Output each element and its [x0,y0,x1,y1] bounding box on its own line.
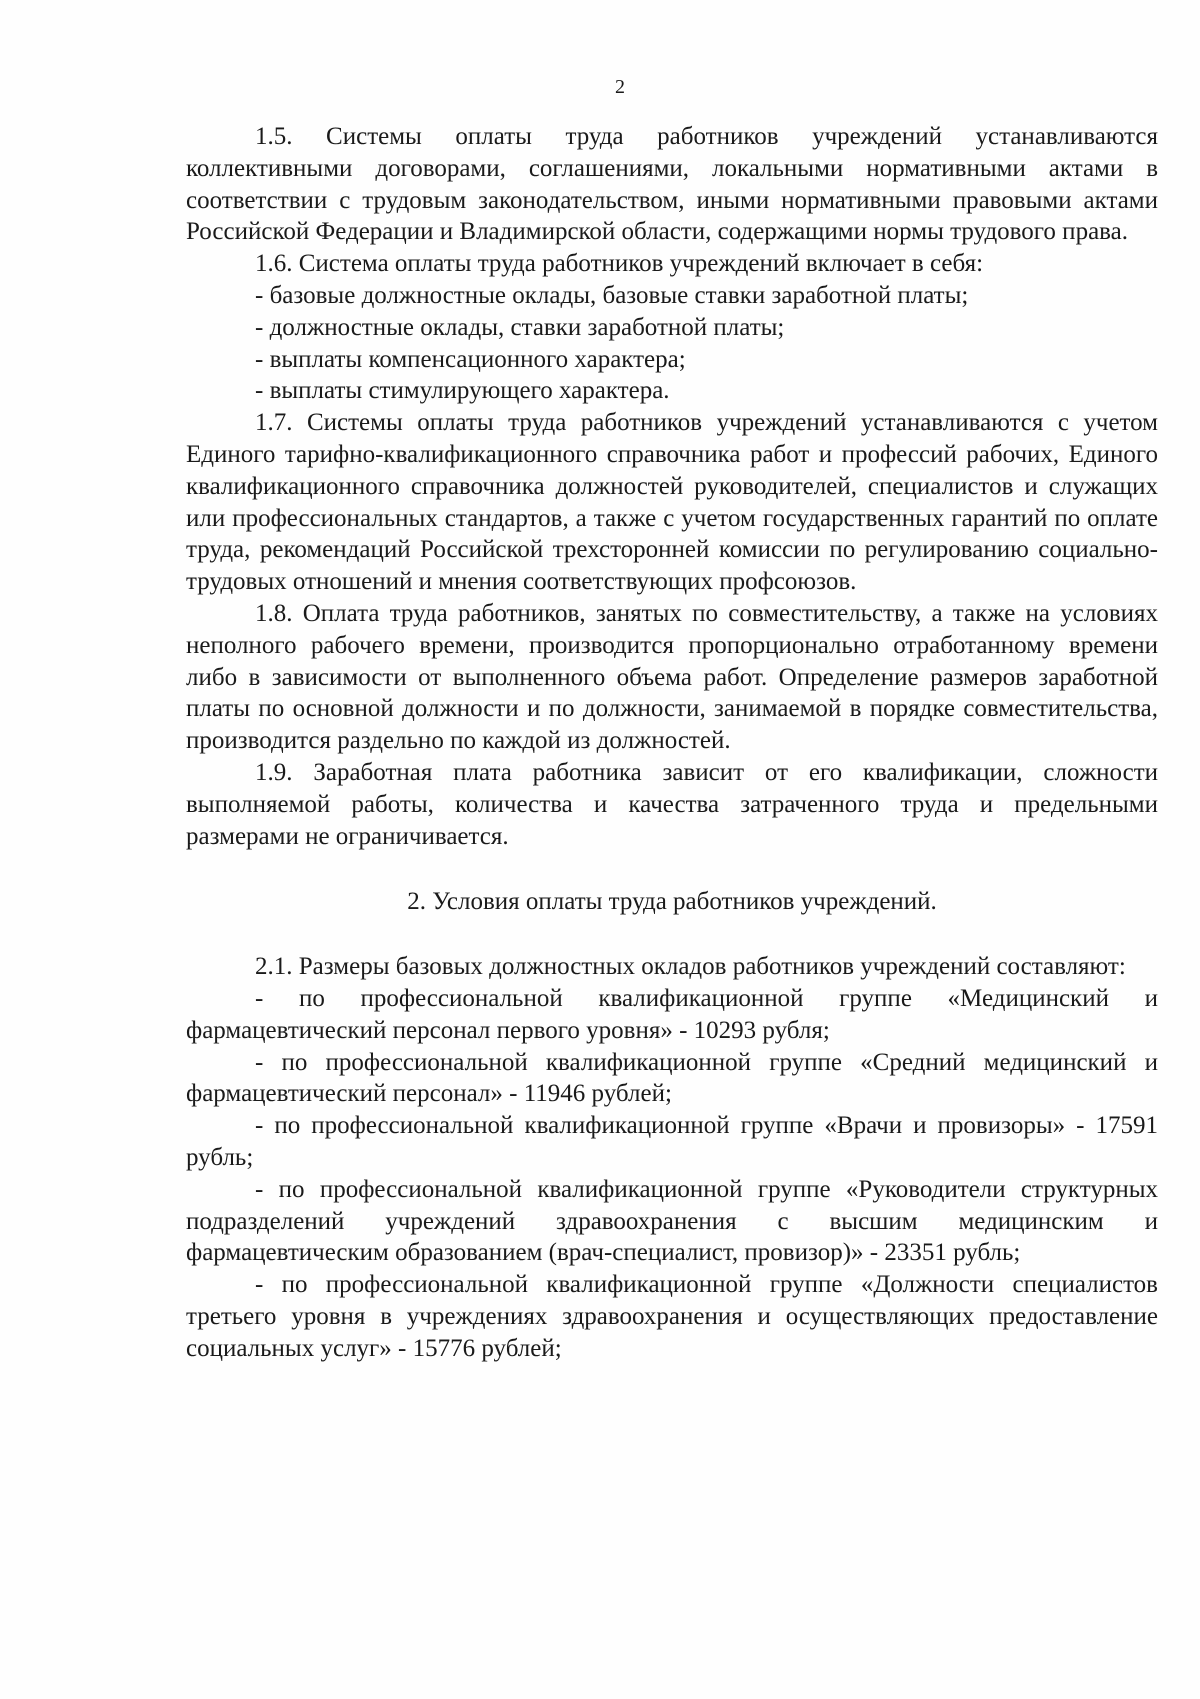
salary-item: - по профессиональной квалификационной группе «Врачи и провизоры» - 17591 рубль; [186,1112,1158,1171]
document-body [186,121,1158,1364]
salary-item: - по профессиональной квалификационной группе «Средний медицинский и фармацевтический персонал» - 11946 рублей; [186,1048,1158,1108]
paragraph-1-6: 1.6. Система оплаты труда работников учреждений включает в себя: [255,250,984,278]
salary-item: - по профессиональной квалификационной группе «Должности специалистов третьего уровня в учреждениях здравоохранения и осуществляющих предоставление социальных услуг» - 15776 рублей; [186,1271,1158,1362]
salary-item: - по профессиональной квалификационной группе «Руководители структурных подразделений учреждений здравоохранения с высшим медицинским и фармацевтическим образованием (врач-специалист, провизор)» - 23351 рубль; [186,1175,1158,1267]
list-item: - должностные оклады, ставки заработной платы; [255,313,785,341]
page-number: 2 [615,76,625,98]
paragraph-1-8: 1.8. Оплата труда работников, занятых по совместительству, а также на условиях неполного рабочего времени, производится пропорционально отработанному времени либо в зависимости от выполненного объема работ. Определение размеров заработной платы по основной должности и по должности, занимаемой в порядке совместительства, производится раздельно по каждой из должностей. [186,599,1158,755]
section-2-heading: 2. Условия оплаты труда работников учреждений. [407,888,937,916]
salary-item: - по профессиональной квалификационной группе «Медицинский и фармацевтический персонал первого уровня» - 10293 рубля; [186,984,1158,1044]
list-item: - базовые должностные оклады, базовые ставки заработной платы; [255,281,969,309]
list-item: - выплаты компенсационного характера; [255,345,686,373]
paragraph-1-7: 1.7. Системы оплаты труда работников учреждений устанавливаются с учетом Единого тарифно-квалификационного справочника работ и профессий рабочих, Единого квалификационного справочника должностей руководителей, специалистов и служащих или профессиональных стандартов, а также с учетом государственных гарантий по оплате труда, рекомендаций Российской трехсторонней комиссии по регулированию социально-трудовых отношений и мнения соответствующих профсоюзов. [186,409,1158,596]
list-item: - выплаты стимулирующего характера. [255,377,670,405]
paragraph-2-1: 2.1. Размеры базовых должностных окладов работников учреждений составляют: [255,953,1126,981]
paragraph-1-5: 1.5. Системы оплаты труда работников учреждений устанавливаются коллективными договорами, соглашениями, локальными нормативными актами в соответствии с трудовым законодательством, иными нормативными правовыми актами Российской Федерации и Владимирской области, содержащими нормы трудового права. [186,123,1158,246]
paragraph-1-9: 1.9. Заработная плата работника зависит от его квалификации, сложности выполняемой работы, количества и качества затраченного труда и предельными размерами не ограничивается. [186,758,1158,850]
